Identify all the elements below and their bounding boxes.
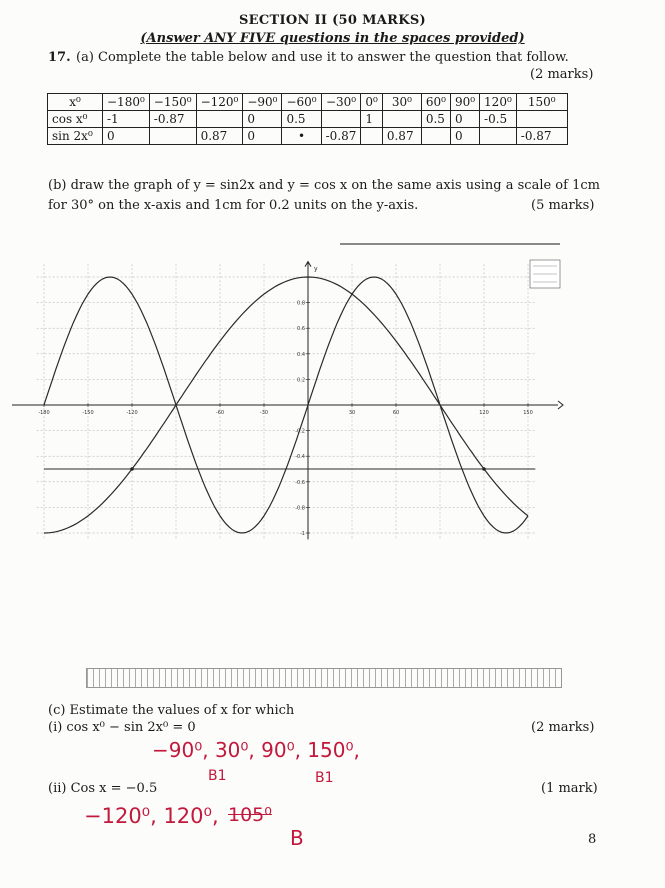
- table-cell: 0.5: [421, 111, 450, 128]
- header-cell: −60⁰: [282, 94, 321, 111]
- table-cell: 0: [450, 128, 479, 145]
- table-cell: [421, 128, 450, 145]
- table-cell: 0.87: [382, 128, 421, 145]
- page-number: 8: [588, 832, 597, 847]
- table-cell: -1: [103, 111, 150, 128]
- grid-lines: [37, 264, 536, 539]
- intersection-marker: [482, 467, 486, 471]
- x-tick-label: 150: [523, 410, 533, 416]
- part-c-i-text: (i) cos x⁰ − sin 2x⁰ = 0: [48, 720, 196, 735]
- table-row: [48, 94, 568, 111]
- header-cell: −90⁰: [243, 94, 282, 111]
- x-tick-label: 60: [392, 410, 400, 416]
- header-cell: 150⁰: [516, 94, 567, 111]
- part-b-marks: (5 marks): [531, 198, 595, 213]
- question-number: 17.: [48, 50, 71, 65]
- y-tick-label: 0.8: [297, 300, 305, 307]
- header-cell: 120⁰: [480, 94, 517, 111]
- x-tick-label: -120: [126, 410, 138, 416]
- ruler-strip: [86, 668, 562, 688]
- x-tick-label: -180: [38, 410, 50, 416]
- row-label-x: x⁰: [48, 94, 103, 111]
- table-cell: [480, 128, 517, 145]
- table-cell: [149, 128, 196, 145]
- x-tick-label: 30: [348, 410, 356, 416]
- table-cell: [382, 111, 421, 128]
- section-instruction: (Answer ANY FIVE questions in the spaces provided): [140, 31, 525, 46]
- y-tick-label: -1: [300, 531, 305, 537]
- table-cell: -0.87: [149, 111, 196, 128]
- mark-b1-a: B1: [208, 768, 227, 784]
- y-tick-label: -0.6: [295, 479, 305, 486]
- y-tick-label: 0.6: [297, 326, 305, 333]
- y-tick-label: -0.2: [295, 428, 305, 435]
- table-cell: [321, 111, 361, 128]
- header-cell: −120⁰: [196, 94, 243, 111]
- handwritten-answer-i: −90⁰, 30⁰, 90⁰, 150⁰,: [152, 738, 360, 762]
- table-cell: 0.87: [196, 128, 243, 145]
- header-cell: −150⁰: [149, 94, 196, 111]
- table-cell: 0: [243, 111, 282, 128]
- section-title: SECTION II (50 MARKS): [238, 13, 426, 28]
- mark-b: B: [290, 826, 304, 850]
- table-cell: 0: [243, 128, 282, 145]
- header-cell: −180⁰: [103, 94, 150, 111]
- part-c-ii-marks: (1 mark): [541, 781, 598, 796]
- x-tick-label: -60: [215, 410, 225, 416]
- table-cell: •: [282, 128, 321, 145]
- table-cell: [516, 111, 567, 128]
- x-tick-label: 120: [479, 410, 489, 416]
- y-tick-label: -0.8: [295, 505, 305, 512]
- table-cell: [361, 128, 382, 145]
- part-a-marks: (2 marks): [530, 67, 594, 82]
- y-tick-label: 0.2: [297, 377, 305, 384]
- x-tick-label: -150: [82, 410, 94, 416]
- table-cell: -0.87: [516, 128, 567, 145]
- table-cell: -0.5: [480, 111, 517, 128]
- header-cell: 30⁰: [382, 94, 421, 111]
- header-cell: 60⁰: [421, 94, 450, 111]
- y-tick-label: -0.4: [295, 454, 305, 461]
- part-b-line1: (b) draw the graph of y = sin2x and y = cos x on the same axis using a scale of 1cm: [48, 178, 600, 193]
- values-table: [47, 93, 568, 145]
- part-c-i-marks: (2 marks): [531, 720, 595, 735]
- table-cell: [196, 111, 243, 128]
- y-axis-label: y: [314, 265, 318, 273]
- legend-box: [530, 260, 560, 288]
- header-cell: 0⁰: [361, 94, 382, 111]
- tick-labels: [38, 301, 532, 537]
- part-c-text: (c) Estimate the values of x for which: [48, 703, 295, 718]
- x-axis-arrow: [558, 401, 563, 409]
- table-cell: 0: [103, 128, 150, 145]
- part-c-ii-text: (ii) Cos x = −0.5: [48, 781, 158, 796]
- trig-graph: [10, 240, 565, 540]
- y-tick-label: 0.4: [297, 351, 305, 358]
- header-cell: −30⁰: [321, 94, 361, 111]
- struck-answer: 105⁰: [228, 804, 272, 826]
- table-cell: 1: [361, 111, 382, 128]
- part-b-line2: for 30° on the x-axis and 1cm for 0.2 units on the y-axis.: [48, 198, 419, 213]
- table-cell: 0.5: [282, 111, 321, 128]
- x-tick-label: -30: [259, 410, 269, 416]
- axes: [12, 262, 563, 540]
- part-a-text: (a) Complete the table below and use it to answer the question that follow.: [76, 50, 569, 65]
- intersection-marker: [130, 467, 134, 471]
- table-cell: -0.87: [321, 128, 361, 145]
- handwritten-answer-ii: −120⁰, 120⁰,: [84, 804, 219, 828]
- table-row: [48, 111, 568, 128]
- mark-b1-b: B1: [315, 770, 334, 786]
- row-label-cos: cos x⁰: [48, 111, 103, 128]
- row-label-sin: sin 2x⁰: [48, 128, 103, 145]
- table-row: [48, 128, 568, 145]
- table-cell: 0: [450, 111, 479, 128]
- header-cell: 90⁰: [450, 94, 479, 111]
